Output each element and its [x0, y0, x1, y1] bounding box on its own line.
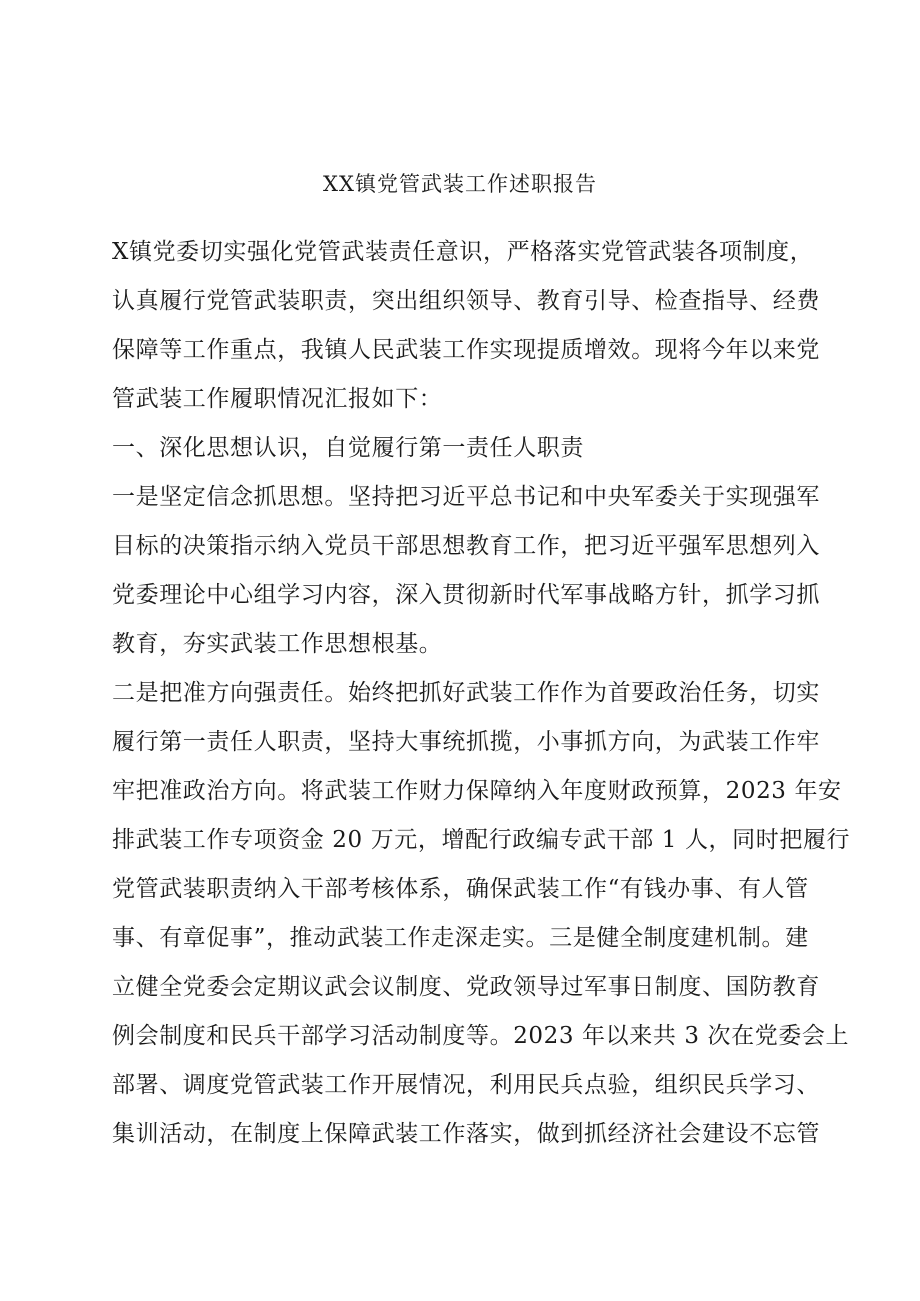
body-line: 牢把准政治方向。将武装工作财力保障纳入年度财政预算，2023 年安	[112, 778, 842, 804]
body-line: 一是坚定信念抓思想。坚持把习近平总书记和中央军委关于实现强军	[112, 484, 820, 510]
body-line: 集训活动，在制度上保障武装工作落实，做到抓经济社会建设不忘管	[112, 1121, 820, 1147]
body-line: 管武装工作履职情况汇报如下：	[112, 386, 443, 412]
body-line: 立健全党委会定期议武会议制度、党政领导过军事日制度、国防教育	[112, 974, 820, 1000]
body-line: 认真履行党管武装职责，突出组织领导、教育引导、检查指导、经费	[112, 288, 820, 314]
body-line: 教育，夯实武装工作思想根基。	[112, 631, 443, 657]
body-line: 排武装工作专项资金 20 万元，增配行政编专武干部 1 人，同时把履行	[112, 827, 851, 853]
body-line: 党委理论中心组学习内容，深入贯彻新时代军事战略方针，抓学习抓	[112, 582, 820, 608]
body-line: 例会制度和民兵干部学习活动制度等。2023 年以来共 3 次在党委会上	[112, 1023, 850, 1049]
body-line: 目标的决策指示纳入党员干部思想教育工作，把习近平强军思想列入	[112, 533, 820, 559]
body-line: 履行第一责任人职责，坚持大事统抓揽，小事抓方向，为武装工作牢	[112, 729, 820, 755]
document-body	[112, 234, 851, 1165]
body-line: 党管武装职责纳入干部考核体系，确保武装工作“有钱办事、有人管	[112, 876, 809, 902]
body-line: 事、有章促事”，推动武装工作走深走实。三是健全制度建机制。建	[112, 925, 809, 951]
body-line: X镇党委切实强化党管武装责任意识，严格落实党管武装各项制度，	[112, 239, 814, 265]
body-line: 二是把准方向强责任。始终把抓好武装工作作为首要政治任务，切实	[112, 680, 820, 706]
body-line: 部署、调度党管武装工作开展情况，利用民兵点验，组织民兵学习、	[112, 1072, 820, 1098]
section-heading: 一、深化思想认识，自觉履行第一责任人职责	[112, 435, 584, 461]
body-line: 保障等工作重点，我镇人民武装工作实现提质增效。现将今年以来党	[112, 337, 820, 363]
document-title: XX镇党管武装工作述职报告	[323, 172, 597, 196]
